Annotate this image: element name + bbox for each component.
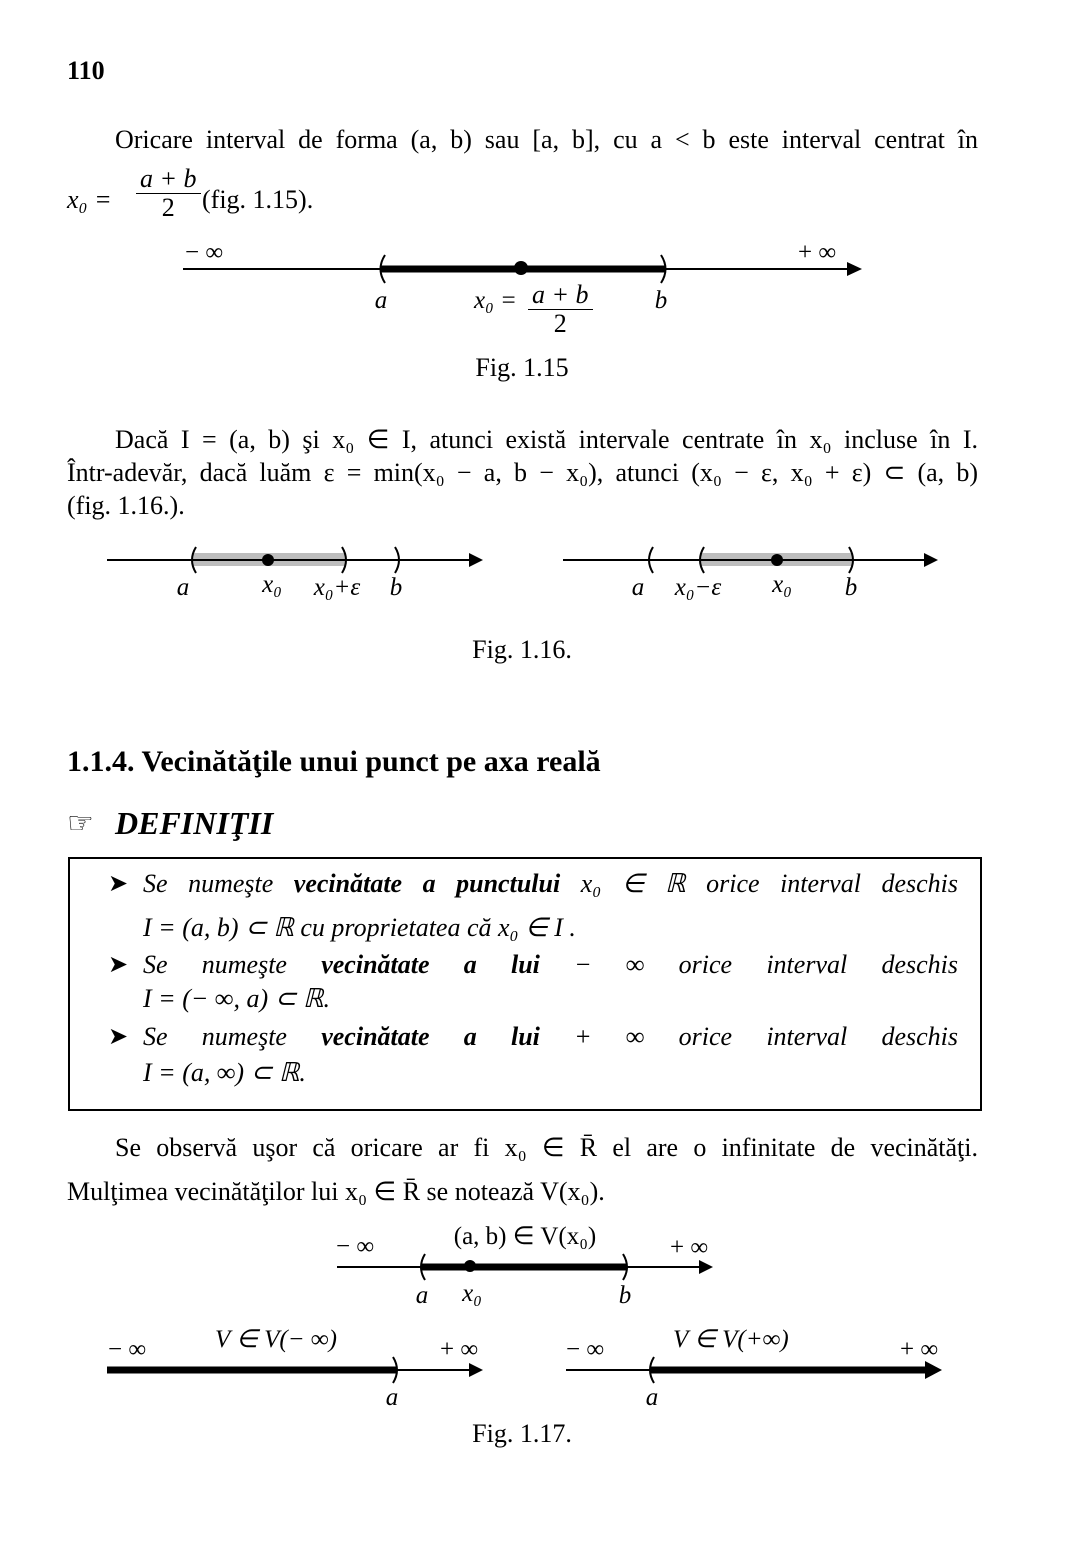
minus-infinity-label: − ∞ <box>336 1233 375 1260</box>
label-a: a <box>645 1384 659 1411</box>
label-x0: x₀ <box>262 571 282 598</box>
definition-text: − ∞ orice interval deschis <box>539 950 958 979</box>
definition-text: Se numeşte <box>143 869 294 898</box>
paragraph-line: Mulţimea vecinătăţilor lui x₀ ∈ R̄ se notează V(x₀). <box>67 1177 605 1206</box>
figure-reference: (fig. 1.15). <box>202 185 314 214</box>
label-a: a <box>631 574 645 601</box>
definition-line: I = (− ∞, a) ⊂ ℝ. <box>143 984 330 1013</box>
definition-text: Se numeşte <box>143 950 322 979</box>
fig-1-17-top-axis <box>337 1254 713 1280</box>
figure-caption: Fig. 1.16. <box>472 635 572 664</box>
fig-1-16-left-axis <box>107 547 483 573</box>
label-a: a <box>385 1384 399 1411</box>
label-a: a <box>176 574 190 601</box>
paragraph-line: (fig. 1.16.). <box>67 491 185 520</box>
definition-text: Se numeşte <box>143 1022 322 1051</box>
definition-term: vecinătate a lui <box>321 950 540 979</box>
label-x0-plus-eps: x₀+ε <box>313 574 361 601</box>
fig-1-16-right-axis <box>563 547 938 573</box>
minus-infinity-label: − ∞ <box>185 239 224 266</box>
definition-item <box>143 1022 958 1052</box>
fraction-denominator: 2 <box>553 309 567 338</box>
bullet-arrow-icon: ➤ <box>108 1024 129 1050</box>
page-number: 110 <box>67 56 105 85</box>
label-x0: x₀ = <box>474 287 517 314</box>
definitions-title: DEFINIŢII <box>115 805 274 841</box>
label-b: b <box>618 1282 632 1309</box>
plus-infinity-label: + ∞ <box>900 1336 939 1363</box>
fraction-denominator: 2 <box>161 193 175 222</box>
figure-caption: Fig. 1.17. <box>472 1419 572 1448</box>
definition-term: vecinătate a lui <box>321 1022 540 1051</box>
fraction <box>528 281 593 338</box>
definition-item <box>143 950 958 980</box>
minus-infinity-label: − ∞ <box>566 1336 605 1363</box>
plus-infinity-label: + ∞ <box>798 239 837 266</box>
neighborhood-label: V ∈ V(− ∞) <box>215 1326 337 1353</box>
bullet-arrow-icon: ➤ <box>108 871 129 897</box>
fig-1-15-axis <box>183 255 862 283</box>
paragraph-line: Oricare interval de forma (a, b) sau [a, b], cu a < b este interval centrat în <box>115 125 978 154</box>
paragraph-line: Într-adevăr, dacă luăm ε = min(x₀ − a, b − x₀), atunci (x₀ − ε, x₀ + ε) ⊂ (a, b) <box>67 458 978 487</box>
paragraph-line: Dacă I = (a, b) şi x₀ ∈ I, atunci există intervale centrate în x₀ incluse în I. <box>115 425 978 454</box>
fig-1-17-right-axis <box>566 1357 942 1383</box>
fraction-numerator: a + b <box>528 281 593 310</box>
label-x0: x₀ <box>772 571 792 598</box>
bullet-arrow-icon: ➤ <box>108 952 129 978</box>
label-x0: x₀ <box>462 1280 482 1307</box>
label-b: b <box>389 574 403 601</box>
definition-item <box>143 869 958 899</box>
label-b: b <box>654 287 668 314</box>
figure-caption: Fig. 1.15 <box>475 353 569 382</box>
plus-infinity-label: + ∞ <box>440 1336 479 1363</box>
label-b: b <box>844 574 858 601</box>
section-heading: 1.1.4. Vecinătăţile unui punct pe axa reală <box>67 745 601 778</box>
label-x0-minus-eps: x₀−ε <box>674 574 722 601</box>
label-a: a <box>374 287 388 314</box>
hand-pointing-icon: ☞ <box>67 807 94 840</box>
fraction-numerator: a + b <box>136 165 201 194</box>
definition-line: I = (a, ∞) ⊂ ℝ. <box>143 1058 306 1087</box>
definition-text: + ∞ orice interval deschis <box>539 1022 958 1051</box>
definition-term: vecinătate a punctului <box>293 869 561 898</box>
x0-equals: x₀ = <box>67 185 112 214</box>
label-a: a <box>415 1282 429 1309</box>
minus-infinity-label: − ∞ <box>108 1336 147 1363</box>
plus-infinity-label: + ∞ <box>670 1234 709 1261</box>
paragraph-line: Se observă uşor că oricare ar fi x₀ ∈ R̄ el are o infinitate de vecinătăţi. <box>115 1133 978 1162</box>
neighborhood-label: (a, b) ∈ V(x₀) <box>453 1223 597 1250</box>
fig-1-17-left-axis <box>107 1357 483 1383</box>
definition-text: x₀ ∈ ℝ orice interval deschis <box>560 869 959 898</box>
neighborhood-label: V ∈ V(+∞) <box>673 1326 789 1353</box>
definition-line: I = (a, b) ⊂ ℝ cu proprietatea că x₀ ∈ I . <box>143 913 576 942</box>
